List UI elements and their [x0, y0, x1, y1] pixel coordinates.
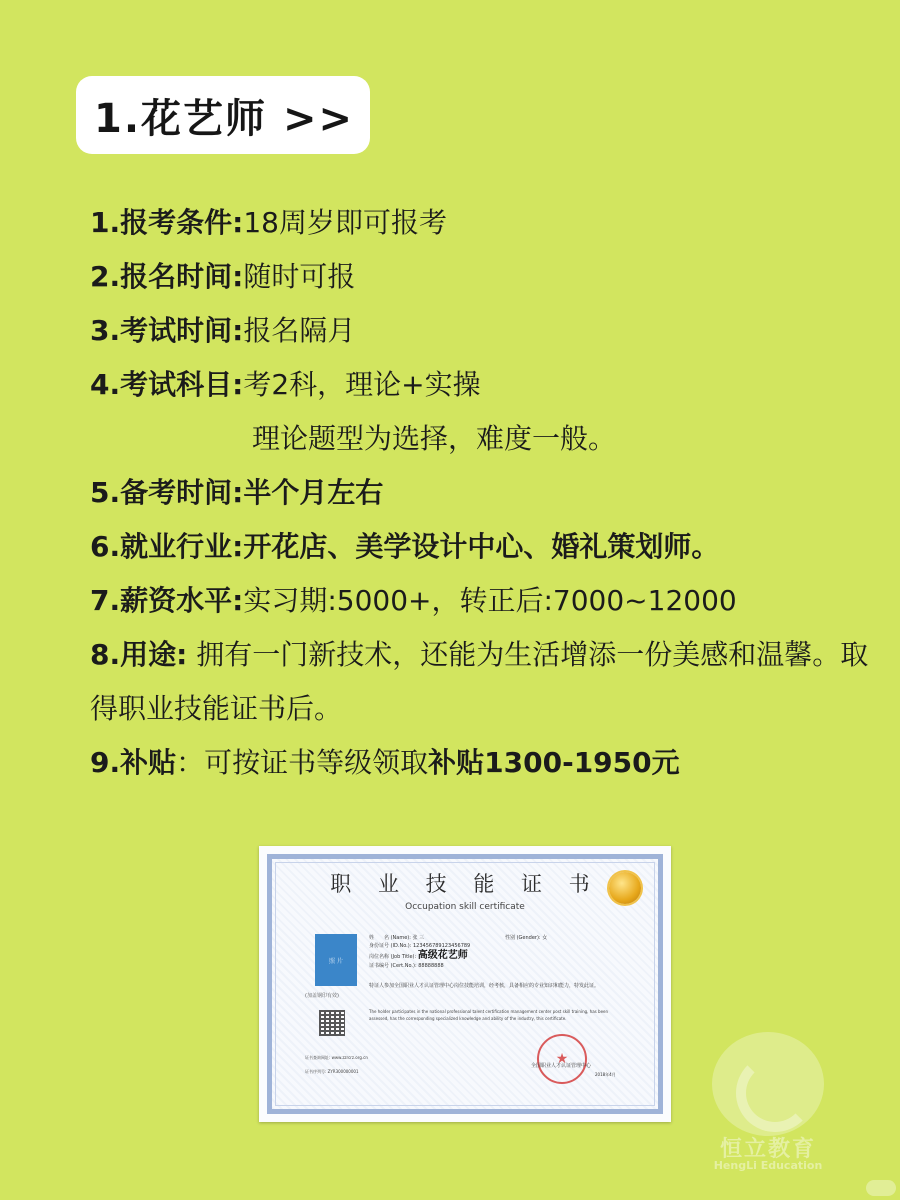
- list-item-salary: [90, 574, 870, 628]
- list-item-industry: [90, 520, 870, 574]
- stamp-org: 全国职业人才认证管理中心: [531, 1063, 592, 1069]
- page-title: 1.花艺师 >>: [94, 95, 354, 142]
- item-value: 报名隔月: [243, 314, 356, 347]
- stamp-icon: ★: [537, 1034, 587, 1084]
- item-label: 5.备考时间:: [90, 476, 244, 509]
- stamp-date: 2018年4月: [595, 1072, 616, 1077]
- item-label: 7.薪资水平:: [90, 584, 244, 617]
- item-value: 拥有一门新技术，还能为生活增添一份美感和温馨。取得职业技能证书后。: [90, 638, 869, 725]
- photo-placeholder: [315, 934, 357, 986]
- list-item-exam-conditions: [90, 196, 870, 250]
- item-value: ：可按证书等级领取: [176, 746, 429, 779]
- item-label: 1.报考条件:: [90, 206, 244, 239]
- list-item-exam-subjects-detail: [90, 412, 870, 466]
- title-card: [76, 76, 370, 154]
- gender-field: 性别 (Gender): 女: [505, 935, 548, 941]
- medal-icon: [609, 872, 641, 904]
- corner-badge-icon: [866, 1180, 896, 1196]
- job-field-value: 高级花艺师: [417, 950, 468, 961]
- watermark-logo-icon: [712, 1032, 824, 1136]
- watermark-cn: 恒立教育: [719, 1137, 816, 1162]
- item-value: 开花店、美学设计中心、婚礼策划师。: [243, 530, 720, 563]
- list-item-exam-time: [90, 304, 870, 358]
- item-label: 2.报名时间:: [90, 260, 244, 293]
- job-field-label: 岗位名称 (Job Title):: [369, 954, 417, 960]
- item-value: 考2科，理论+实操: [243, 368, 481, 401]
- certificate-footer: [305, 1051, 368, 1079]
- certificate-body-en: The holder participates in the national professional talent certification management center post skill training, has been assessed, has the corresponding specialized knowledge and ability of the industry, this certificate.: [369, 1009, 609, 1021]
- certificate-subtitle: Occupation skill certificate: [405, 902, 525, 912]
- item-label: 6.就业行业:: [90, 530, 244, 563]
- name-field: 姓 名 (Name): 张 三: [369, 935, 425, 941]
- item-value: 半个月左右: [243, 476, 384, 509]
- query-site: 证书查询网址: www.zzrcrz.org.cn: [305, 1055, 368, 1060]
- item-value: 实习期:5000+，转正后:7000~12000: [243, 584, 737, 617]
- certificate-fields: [369, 934, 470, 970]
- item-value: 18周岁即可报考: [243, 206, 447, 239]
- certificate-title: 职 业 技 能 证 书: [330, 872, 600, 896]
- serial-number: 证书序列号: ZYR300000001: [305, 1069, 359, 1074]
- list-item-prep-time: [90, 466, 870, 520]
- list-item-registration-time: [90, 250, 870, 304]
- certificate-image: [259, 846, 671, 1122]
- item-value: 随时可报: [243, 260, 356, 293]
- watermark-en: HengLi Education: [713, 1159, 823, 1172]
- cert-no-field: 证书编号 (Cert.No.): 88888888: [369, 963, 444, 969]
- list-item-subsidy: [90, 736, 870, 790]
- item-label: 4.考试科目:: [90, 368, 244, 401]
- photo-label: 照 片: [329, 957, 343, 965]
- qr-code-icon: [319, 1010, 345, 1036]
- item-value: 理论题型为选择，难度一般。: [252, 422, 617, 455]
- item-label: 8.用途:: [90, 638, 188, 671]
- list-item-usage: [90, 628, 870, 736]
- item-label: 3.考试时间:: [90, 314, 244, 347]
- id-field: 身份证号 (ID.No.): 123456789123456789: [369, 943, 471, 949]
- info-list: [90, 196, 870, 790]
- certificate-body-cn: 特证人参加全国职业人才认证管理中心岗位技能培训，经考核，具备相应的专业知识和能力，特发此证。: [369, 983, 600, 989]
- item-label: 9.补贴: [90, 746, 177, 779]
- item-value-highlight: 补贴1300-1950元: [428, 746, 680, 779]
- photo-caption: (加盖钢印有效): [305, 993, 339, 999]
- list-item-exam-subjects: [90, 358, 870, 412]
